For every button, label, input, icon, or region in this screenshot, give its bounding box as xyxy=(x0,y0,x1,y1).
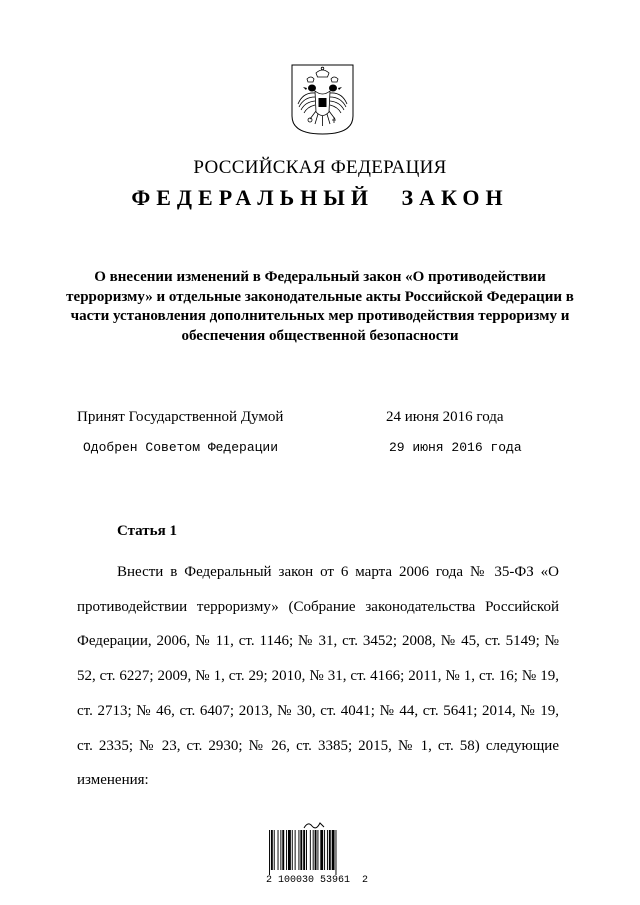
country-name: РОССИЙСКАЯ ФЕДЕРАЦИЯ xyxy=(193,157,447,178)
duma-adoption-label: Принят Государственной Думой xyxy=(77,409,284,425)
barcode-bar xyxy=(332,830,335,870)
barcode-bar xyxy=(317,830,318,870)
coat-of-arms-icon xyxy=(291,64,354,135)
law-type-title: ФЕДЕРАЛЬНЫЙ ЗАКОН xyxy=(131,185,509,210)
article-heading: Статья 1 xyxy=(117,523,177,539)
barcode-bar xyxy=(292,830,293,870)
signature-mark-icon xyxy=(302,820,326,830)
barcode-bar xyxy=(298,830,299,870)
barcode-bar xyxy=(282,830,284,870)
barcode-bar xyxy=(310,830,311,870)
barcode-bar xyxy=(295,830,296,870)
barcode-bar xyxy=(286,830,287,870)
council-approval-label: Одобрен Советом Федерации xyxy=(83,440,279,455)
barcode-bar xyxy=(324,830,325,870)
barcode-bar xyxy=(327,830,328,870)
barcode-bar xyxy=(269,830,270,875)
council-approval-date: 29 июня 2016 года xyxy=(389,440,522,455)
barcode-bar xyxy=(303,830,305,870)
barcode-bar xyxy=(320,830,323,870)
barcode-bar xyxy=(329,830,331,870)
barcode-bar xyxy=(274,830,275,870)
barcode-bar xyxy=(300,830,302,870)
barcode-bar xyxy=(288,830,291,870)
barcode-bar xyxy=(280,830,281,870)
article-body xyxy=(77,555,559,798)
barcode-bar xyxy=(336,830,337,875)
barcode-bar xyxy=(315,830,317,870)
article-body-text: Внести в Федеральный закон от 6 марта 2006 года № 35-ФЗ «О противодействии терроризму» (Собрание законодательства Российской Федерации, 2006, № 11, ст. 1146; № 31, ст. 3452; 2008, № 45, ст. 5149; № 52, ст. 6227; 2009, № 1, ст. 29; 2010, № 31, ст. 4166; 2011, № 1, ст. 16; № 19, ст. 2713; № 46, ст. 6407; 2013, № 30, ст. 4041; № 44, ст. 5641; 2014, № 19, ст. 2335; № 23, ст. 2930; № 26, ст. 3385; 2015, № 1, ст. 58) следующие изменения: xyxy=(77,564,559,789)
barcode xyxy=(266,820,369,890)
barcode-number: 2 100030 53961 2 xyxy=(266,875,369,886)
barcode-bar xyxy=(313,830,314,870)
barcode-bar xyxy=(271,830,273,870)
law-subject-title: О внесении изменений в Федеральный закон «О противодействии терроризму» и отдельные законодательные акты Российской Федерации в части установления дополнительных мер противодействия терроризму и обеспечения общественной безопасности xyxy=(66,269,574,344)
barcode-bars xyxy=(269,830,359,875)
duma-adoption-date: 24 июня 2016 года xyxy=(386,409,504,425)
barcode-bar xyxy=(278,830,279,870)
barcode-bar xyxy=(306,830,307,870)
